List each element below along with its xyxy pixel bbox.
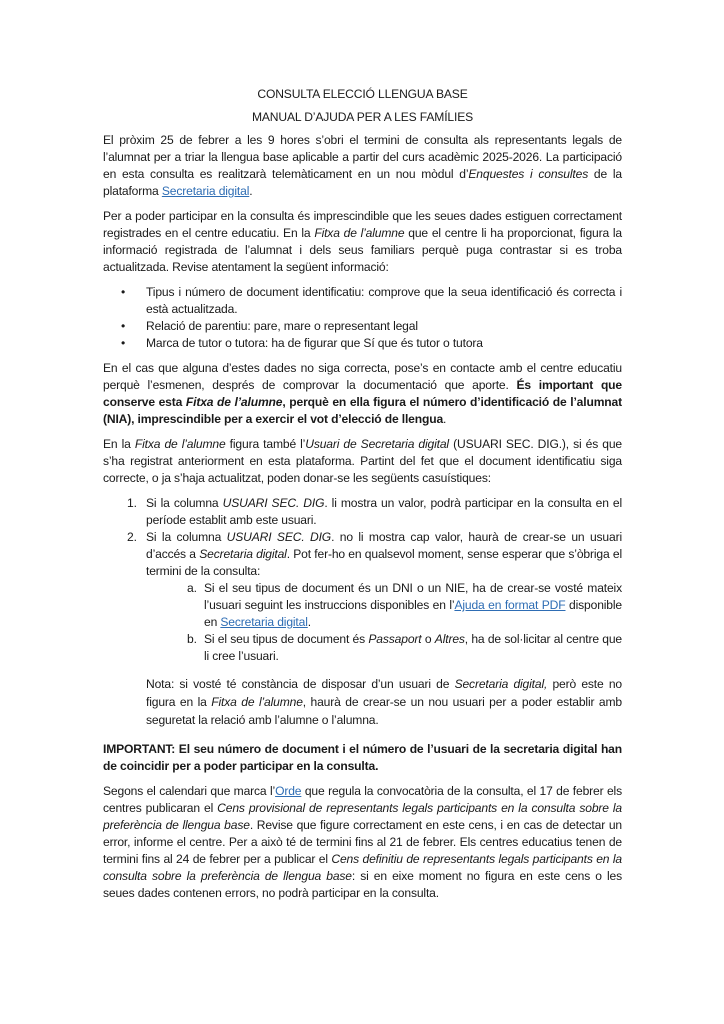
text: . Pot fer-ho en qualsevol moment, sense esperar que s’òbriga el termini de la consulta: bbox=[146, 547, 622, 578]
bold-text: És important que conserve esta bbox=[103, 378, 622, 409]
orde-link[interactable]: Orde bbox=[275, 784, 302, 798]
italic-text: USUARI SEC. DIG bbox=[226, 530, 332, 544]
text: disponible en bbox=[204, 598, 622, 629]
cases-list bbox=[103, 495, 622, 665]
italic-text: Secretaria digital, bbox=[454, 677, 548, 691]
italic-text: Altres bbox=[434, 632, 465, 646]
list-letter: a. bbox=[187, 581, 197, 595]
text: . Revise que figure correctament en este cens, i en cas de detectar un error, informe el centre. Per a això té de termini fins al 21 de febrer. Els centres educatius tenen de termini fins al 24 de febrer per a publicar el bbox=[103, 818, 622, 866]
list-item: • Relació de parentiu: pare, mare o representant legal bbox=[146, 318, 622, 335]
list-item bbox=[187, 580, 622, 631]
italic-text: Cens provisional de representants legals participants en la consulta sobre la preferència de llengua base bbox=[103, 801, 622, 832]
document-subtitle: MANUAL D’AJUDA PER A LES FAMÍLIES bbox=[251, 110, 474, 124]
user-paragraph bbox=[103, 436, 622, 487]
text: de la plataforma bbox=[103, 167, 623, 198]
list-letter: b. bbox=[187, 632, 197, 646]
list-item: • Marca de tutor o tutora: ha de figurar que Sí que és tutor o tutora bbox=[146, 335, 622, 352]
italic-text: USUARI SEC. DIG bbox=[222, 496, 325, 510]
list-number: 1. bbox=[127, 496, 137, 510]
pdf-help-link[interactable]: Ajuda en format PDF bbox=[454, 598, 566, 612]
text: . li mostra un valor, podrà participar en la consulta en el període establit amb este usuari. bbox=[146, 496, 623, 527]
bold-text: IMPORTANT: El seu número de document i el número de l’usuari de la secretaria digital han de coincidir per a poder participar en la consulta. bbox=[103, 742, 622, 773]
text: En el cas que alguna d’estes dades no siga correcta, pose’s en contacte amb el centre educatiu perquè l’esmenen, després de comprovar la documentació que aporte. bbox=[103, 361, 622, 392]
text: Per a poder participar en la consulta és imprescindible que les seues dades estiguen correctament registrades en el centre educatiu. En la bbox=[103, 209, 622, 240]
bold-text: , perquè en ella figura el número d’identificació de l’alumnat (NIA), imprescindible per a exercir el vot d’elecció de llengua bbox=[103, 395, 622, 426]
italic-text: Cens definitiu de representants legals participants en la consulta sobre la preferència de llengua base bbox=[103, 852, 622, 883]
text: . bbox=[307, 615, 311, 629]
important-paragraph bbox=[103, 741, 622, 775]
text: . bbox=[443, 412, 447, 426]
list-item bbox=[127, 529, 623, 665]
document-page bbox=[103, 86, 622, 910]
calendar-paragraph bbox=[103, 783, 622, 902]
text: però este no figura en la bbox=[146, 677, 622, 709]
text: . bbox=[249, 184, 253, 198]
list-item bbox=[127, 495, 623, 529]
list-item: • Tipus i número de document identificatiu: comprove que la seua identificació és correcta i està actualitzada. bbox=[146, 284, 622, 318]
text: . no li mostra cap valor, haurà de crear-se un usuari d’accés a bbox=[146, 530, 622, 561]
bold-italic-text: Fitxa de l’alumne bbox=[185, 395, 283, 409]
intro-paragraph bbox=[103, 132, 622, 200]
text: Si la columna bbox=[146, 496, 223, 510]
check-list bbox=[103, 284, 622, 352]
italic-text: Secretaria digital bbox=[199, 547, 287, 561]
text: Segons el calendari que marca l’ bbox=[103, 784, 276, 798]
italic-text: Usuari de Secretaria digital bbox=[305, 437, 449, 451]
text: El pròxim 25 de febrer a les 9 hores s’obri el termini de consulta als representants legals de l’alumnat per a triar la llengua base aplicable a partir del curs acadèmic 2025-2026. La participació en esta consulta es realitzarà telemàticament en un nou mòdul d’ bbox=[103, 133, 622, 181]
text: , haurà de crear-se un nou usuari per a poder establir amb seguretat la relació amb l’alumne o l’alumna. bbox=[146, 695, 622, 727]
text: En la bbox=[103, 437, 135, 451]
subcases-list bbox=[146, 580, 622, 665]
text: figura també l’ bbox=[225, 437, 306, 451]
secretaria-digital-link[interactable]: Secretaria digital bbox=[161, 184, 250, 198]
contact-paragraph bbox=[103, 360, 622, 428]
text: que regula la convocatòria de la consulta, el 17 de febrer els centres publicaran el bbox=[103, 784, 622, 815]
italic-text: Fitxa de l’alumne bbox=[314, 226, 405, 240]
italic-text: Fitxa de l’alumne bbox=[211, 695, 303, 709]
text: Si la columna bbox=[146, 530, 227, 544]
italic-text: Passaport bbox=[368, 632, 422, 646]
text: Nota: si vosté té constància de disposar d’un usuari de bbox=[146, 677, 455, 691]
italic-text: Enquestes i consultes bbox=[468, 167, 589, 181]
text: : si en eixe moment no figura en este cens o les seues dades contenen errors, no podrà participar en la consulta. bbox=[103, 869, 622, 900]
text: Si el seu tipus de document és bbox=[204, 632, 369, 646]
requirements-paragraph bbox=[103, 208, 622, 276]
text: Si el seu tipus de document és un DNI o un NIE, ha de crear-se vosté mateix l’usuari seguint les instruccions disponibles en l’ bbox=[204, 581, 622, 612]
secretaria-digital-link[interactable]: Secretaria digital bbox=[220, 615, 308, 629]
list-number: 2. bbox=[127, 530, 137, 544]
text: o bbox=[421, 632, 435, 646]
italic-text: Fitxa de l’alumne bbox=[134, 437, 226, 451]
text: (USUARI SEC. DIG.), si és que s’ha registrat anteriorment en esta plataforma. Partint del fet que el document identificatiu siga correcte, o ja s’haja actualitzat, poden donar-se les següents casuístiques: bbox=[103, 437, 623, 485]
text: que el centre li ha proporcionat, figura la informació registrada de l’alumnat i dels seus familiars perquè puga contrastar si es troba actualitzada. Revise atentament la següent informació: bbox=[103, 226, 622, 274]
text: , ha de sol·licitar al centre que li cree l’usuari. bbox=[204, 632, 623, 663]
document-title: CONSULTA ELECCIÓ LLENGUA BASE bbox=[257, 87, 468, 101]
list-item bbox=[187, 631, 623, 665]
note-paragraph bbox=[103, 675, 622, 729]
